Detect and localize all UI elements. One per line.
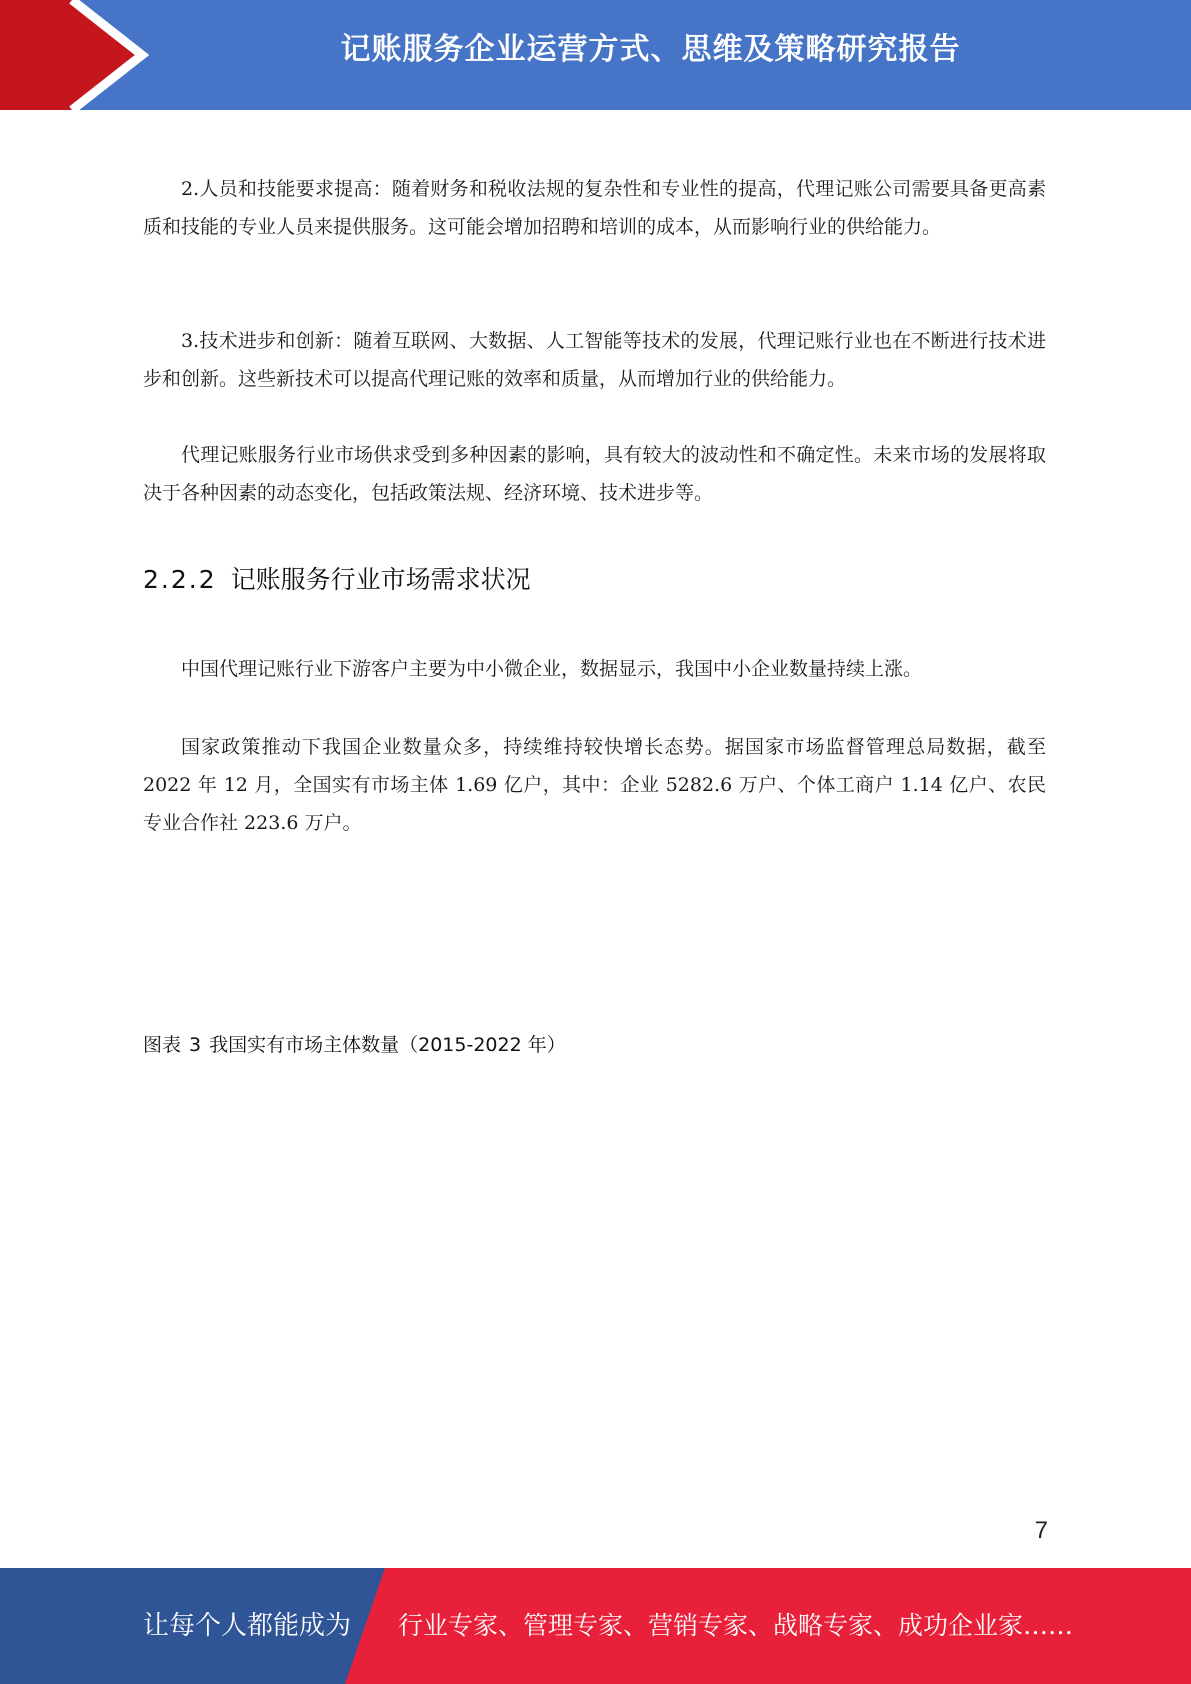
page-number: 7: [1034, 1517, 1048, 1544]
section-number: 2.2.2: [143, 565, 217, 594]
section-heading: [143, 560, 531, 596]
footer-slogan-right: 行业专家、管理专家、营销专家、战略专家、成功企业家……: [398, 1611, 1074, 1640]
figure-caption: [143, 1030, 566, 1057]
paragraph-downstream-clients: 中国代理记账行业下游客户主要为中小微企业，数据显示，我国中小企业数量持续上涨。: [181, 658, 923, 680]
document-title: 记账服务企业运营方式、思维及策略研究报告: [340, 32, 961, 67]
paragraph-supply-demand-summary: 代理记账服务行业市场供求受到多种因素的影响，具有较大的波动性和不确定性。未来市场的发展将取决于各种因素的动态变化，包括政策法规、经济环境、技术进步等。: [143, 444, 1046, 504]
section-title: 记账服务行业市场需求状况: [230, 565, 531, 594]
footer-slogan-left: 让每个人都能成为: [143, 1611, 352, 1641]
page-footer: [0, 1568, 1191, 1684]
figure-number: 3: [189, 1034, 202, 1056]
paragraph-staff-skills: 2.人员和技能要求提高：随着财务和税收法规的复杂性和专业性的提高，代理记账公司需要具备更高素质和技能的专业人员来提供服务。这可能会增加招聘和培训的成本，从而影响行业的供给能力。: [143, 178, 1046, 238]
paragraph-tech-progress: 3.技术进步和创新：随着互联网、大数据、人工智能等技术的发展，代理记账行业也在不断进行技术进步和创新。这些新技术可以提高代理记账的效率和质量，从而增加行业的供给能力。: [143, 330, 1046, 390]
figure-title: 我国实有市场主体数量（2015-2022 年）: [209, 1034, 566, 1056]
page-header: [0, 0, 1191, 110]
figure-label: 图表: [143, 1034, 182, 1056]
red-chevron-icon: [0, 0, 160, 110]
paragraph-market-entities: 国家政策推动下我国企业数量众多，持续维持较快增长态势。据国家市场监督管理总局数据，截至 2022 年 12 月，全国实有市场主体 1.69 亿户，其中：企业 5282.6 万户、个体工商户 1.14 亿户、农民专业合作社 223.6 万户。: [143, 736, 1046, 834]
